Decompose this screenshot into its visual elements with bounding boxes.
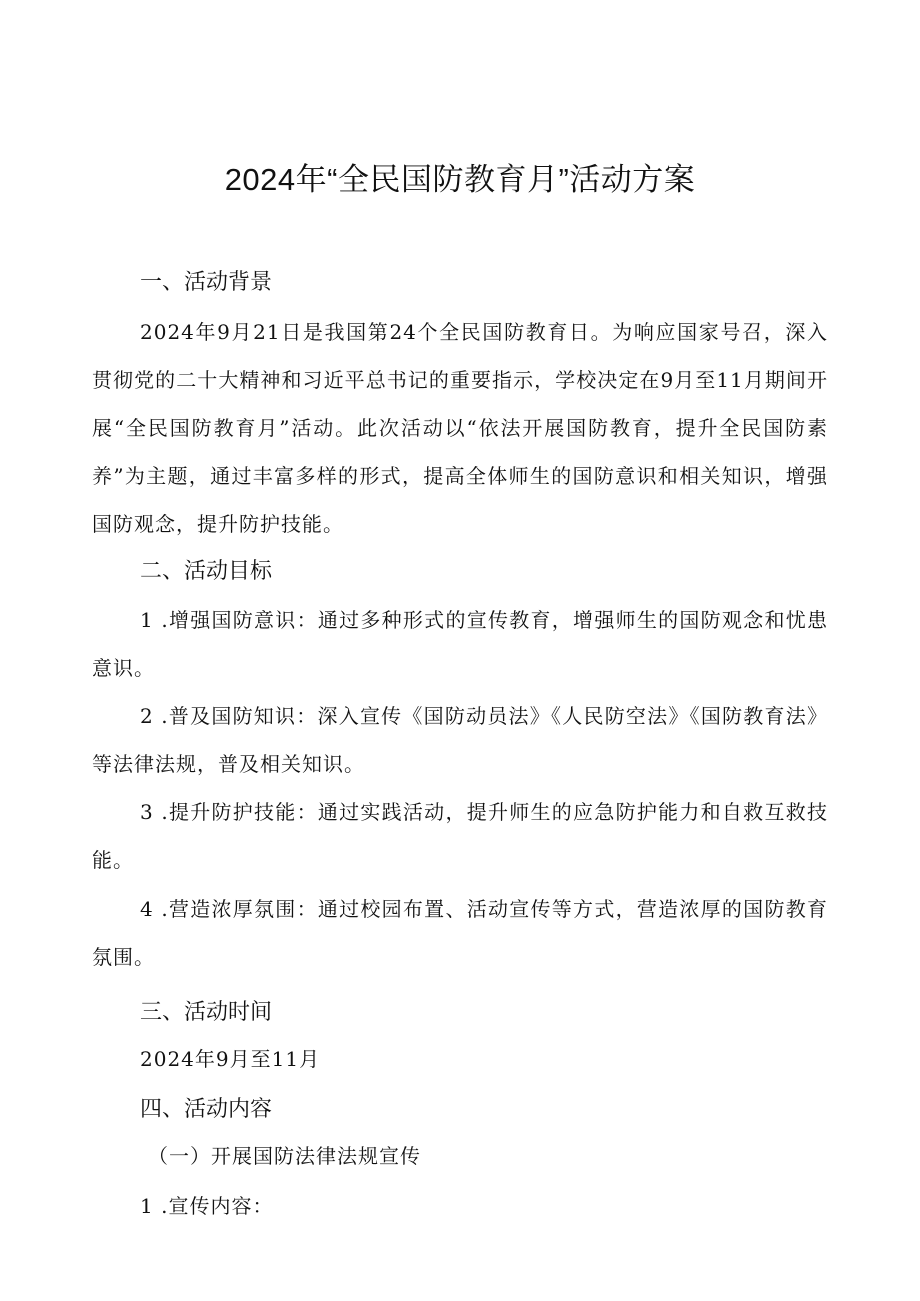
goal-item-2: 2 .普及国防知识：深入宣传《国防动员法》《人民防空法》《国防教育法》等法律法规，普及相关知识。 bbox=[92, 704, 828, 776]
list-item-promotion-content: 1 .宣传内容： bbox=[140, 1194, 274, 1218]
document-title: 2024年“全民国防教育月”活动方案 bbox=[224, 162, 696, 197]
goal-item-3: 3 .提升防护技能：通过实践活动，提升师生的应急防护能力和自救互救技能。 bbox=[92, 800, 828, 872]
section-heading-content: 四、活动内容 bbox=[140, 1096, 273, 1121]
section-heading-time: 三、活动时间 bbox=[140, 999, 273, 1024]
section-heading-goals: 二、活动目标 bbox=[140, 558, 273, 583]
section-heading-background: 一、活动背景 bbox=[140, 269, 273, 294]
section-body-time: 2024年9月至11月 bbox=[140, 1047, 321, 1071]
goal-item-1: 1 .增强国防意识：通过多种形式的宣传教育，增强师生的国防观念和忧患意识。 bbox=[92, 608, 828, 680]
subsection-heading-law-promotion: （一）开展国防法律法规宣传 bbox=[148, 1144, 421, 1168]
goal-item-4: 4 .营造浓厚氛围：通过校园布置、活动宣传等方式，营造浓厚的国防教育氛围。 bbox=[92, 897, 828, 969]
section-body-background: 2024年9月21日是我国第24个全民国防教育日。为响应国家号召，深入贯彻党的二十大精神和习近平总书记的重要指示，学校决定在9月至11月期间开展“全民国防教育月”活动。此次活动以“依法开展国防教育，提升全民国防素养”为主题，通过丰富多样的形式，提高全体师生的国防意识和相关知识，增强国防观念，提升防护技能。 bbox=[92, 320, 828, 536]
